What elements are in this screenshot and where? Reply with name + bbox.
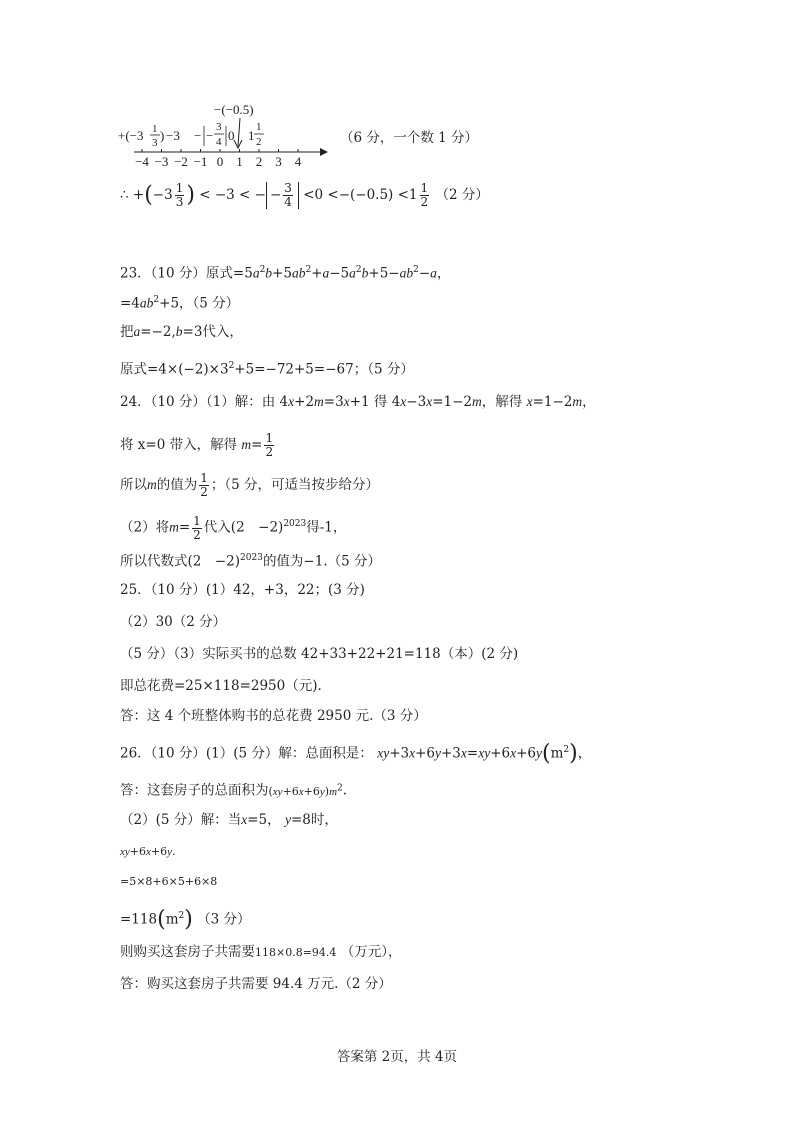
q26-line1: 26．（10 分）(1）(5 分）解：总面积是： $xy+3x+6y+3x=xy+6x+6y(m^2)$， (120, 741, 592, 766)
q26-line4: xy+6x+6y. (120, 845, 176, 858)
q25-line3: （5 分）（3）实际买书的总数 42+33+22+21=118（本）(2 分) (120, 646, 519, 662)
q25-line1: 25．（10 分）(1）42，+3，22；(3 分) (120, 582, 365, 598)
q26-line8: 则购买这套房子共需要118×0.8=94.4 （万元）， (120, 944, 402, 960)
svg-text:−: − (194, 128, 202, 143)
q23-line2: $=4ab^2+5$，（5 分） (120, 295, 240, 312)
q24-line3: 所以m的值为 $\frac{1}{2}$ ；（5 分，可适当按步给分） (120, 471, 380, 499)
q26-line7: $=118(m^2)$ （3 分） (120, 907, 251, 932)
q26-line9: 答：购买这套房子共需要 94.4 万元.（2 分） (120, 976, 392, 992)
label-zero: 0 (228, 128, 235, 143)
tick-label: −1 (193, 154, 208, 166)
q26-line3: （2）(5 分）解：当x=5， y=8时， (120, 812, 338, 828)
q23-line3: 把a=−2,b=3代入， (120, 324, 243, 340)
label-one-half: 1 (248, 128, 255, 143)
tick-label: −2 (174, 154, 188, 166)
svg-text:−: − (206, 128, 214, 143)
tick-label: −3 (154, 154, 169, 166)
label-neg-neg-half: −(−0.5) (214, 102, 254, 117)
ordering-line: ∴ +(−3 $\frac{1}{3}$ ) < −3 < − − $\frac{3}{4}$ <0 <−(−0.5) <1 $\frac{1}{2}$ （2 分） (120, 181, 489, 209)
svg-text:3: 3 (152, 137, 158, 149)
number-line-score: （6 分，一个数 1 分） (340, 130, 479, 146)
q23-line1: 23．（10 分）原式$=5a^2b+5ab^2+a-5a^2b+5-ab^2-a$， (120, 265, 451, 282)
tick-label: 2 (255, 154, 263, 166)
svg-text:1: 1 (152, 123, 158, 135)
svg-text:4: 4 (216, 136, 222, 148)
tick-label: −4 (135, 154, 149, 166)
q26-line2: 答：这套房子的总面积为$(xy+6x+6y)m^2$. (120, 782, 348, 799)
label-neg-3-1-3: +(−3 (118, 128, 144, 143)
q25-line4: 即总花费=25×118=2950（元). (120, 678, 322, 694)
svg-text:): ) (160, 128, 165, 143)
q24-line5: 所以代数式(2 −2)$^{2023}$的值为−1.（5 分） (120, 553, 382, 570)
svg-text:2: 2 (256, 136, 262, 148)
q24-line4: （2）将m= $\frac{1}{2}$ 代入(2 −2)$^{2023}$得-1， (120, 513, 347, 542)
svg-text:1: 1 (256, 121, 262, 133)
arrow-line (238, 118, 240, 146)
tick-label: 1 (236, 154, 243, 166)
q24-line2: 将 x=0 带入，解得 m= $\frac{1}{2}$ (120, 431, 274, 459)
q23-line4: 原式$=4\times(-2)\times 3^2+5=-72+5=-67$；（5 分） (120, 361, 414, 378)
q26-line5: =5×8+6×5+6×8 (120, 875, 218, 888)
q25-line2: （2）30（2 分） (120, 614, 227, 630)
q25-line5: 答：这 4 个班整体购书的总花费 2950 元.（3 分） (120, 708, 427, 724)
tick-label: 3 (275, 154, 282, 166)
tick-label: 0 (216, 154, 224, 166)
axis-arrow (320, 148, 328, 156)
tick-label: 4 (294, 154, 302, 166)
page-footer: 答案第 2页，共 4页 (336, 1049, 458, 1065)
number-line-figure (112, 96, 342, 166)
svg-text:3: 3 (216, 121, 222, 133)
label-neg-3: −3 (166, 128, 180, 143)
q24-line1: 24．（10 分）（1）解：由 4x+2m=3x+1 得 4x−3x=1−2m，解得 x=1−2m， (120, 394, 596, 410)
